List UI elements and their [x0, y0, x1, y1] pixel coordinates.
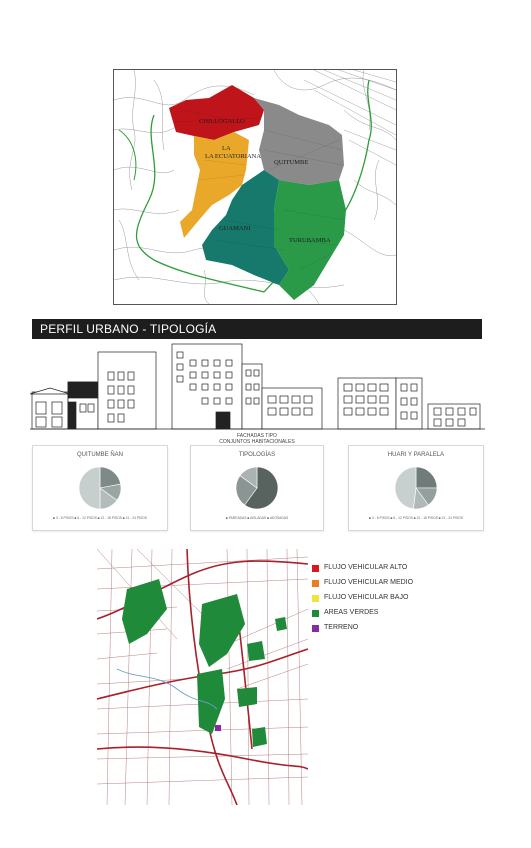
facades-caption-2: CONJUNTOS HABITACIONALES	[219, 439, 295, 445]
label-la-ecuatoriana: LA ECUATORIANA	[205, 153, 262, 160]
chart-legend: ■ 3 - 6 PISOS ■ 6 - 12 PISOS ■ 12 - 18 PISOS ■ 21 - 24 PISOS	[53, 516, 147, 520]
label-guamani: GUAMANI	[219, 225, 251, 232]
facade-group-left	[30, 352, 156, 429]
pie-slice	[416, 467, 437, 488]
facade-roof-1	[30, 388, 70, 394]
chart-panel-huari-paralela	[348, 445, 484, 531]
legend-label: FLUJO VEHICULAR BAJO	[324, 594, 409, 601]
legend-label: TERRENO	[324, 624, 359, 631]
label-chillogallo: CHILLOGALLO	[199, 118, 245, 125]
facade-building-tall-1	[98, 352, 156, 429]
facades-svg	[30, 342, 485, 448]
traffic-map-svg	[97, 549, 308, 805]
district-map-svg	[114, 70, 396, 304]
traffic-map	[97, 549, 308, 805]
legend-swatch	[312, 595, 319, 602]
district-quitumbe	[254, 98, 344, 185]
pie-slice	[395, 467, 416, 509]
chart-title: TIPOLOGÍAS	[238, 452, 276, 458]
map-legend	[312, 563, 482, 643]
chart-legend: ■ 3 - 6 PISOS ■ 6 - 12 PISOS ■ 12 - 18 PISOS ■ 21 - 24 PISOS	[369, 516, 463, 520]
green-area-5	[237, 687, 257, 707]
legend-label: FLUJO VEHICULAR ALTO	[324, 564, 408, 571]
green-area-3	[197, 669, 225, 734]
pie-slice	[79, 467, 100, 509]
river-line	[119, 130, 136, 180]
legend-swatch	[312, 625, 319, 632]
green-area-1	[122, 579, 167, 644]
chart-panel-tipologias	[190, 445, 324, 531]
district-map	[113, 69, 397, 305]
green-area-4	[247, 641, 265, 661]
facades-caption-1: FACHADAS TIPO	[237, 433, 277, 439]
terreno-lot	[215, 725, 221, 731]
legend-label: AREAS VERDES	[324, 609, 379, 616]
facades-drawing	[30, 342, 485, 448]
section-header	[32, 319, 482, 339]
legend-swatch	[312, 565, 319, 572]
section-title: PERFIL URBANO - TIPOLOGÍA	[40, 322, 217, 336]
label-quitumbe: QUITUMBE	[274, 159, 309, 166]
green-areas	[122, 579, 287, 747]
legend-swatch	[312, 580, 319, 587]
chart-legend: ■ PAREADAS ■ AISLADAS ■ ADOSADAS	[225, 516, 289, 520]
legend-label: FLUJO VEHICULAR MEDIO	[324, 579, 414, 586]
chart-title: QUITUMBE ÑAN	[76, 452, 123, 458]
label-la-ecuatoriana-1: LA	[222, 145, 231, 152]
green-area-6	[252, 727, 267, 747]
label-turubamba: TURUBAMBA	[289, 237, 331, 244]
facade-group-right	[338, 378, 480, 429]
facade-group-center	[172, 344, 322, 429]
green-area-7	[275, 617, 287, 631]
chart-title: HUARI Y PARALELA	[387, 452, 445, 458]
chart-panel-quitumbe-nan	[32, 445, 168, 531]
legend-swatch	[312, 610, 319, 617]
green-area-2	[199, 594, 245, 667]
